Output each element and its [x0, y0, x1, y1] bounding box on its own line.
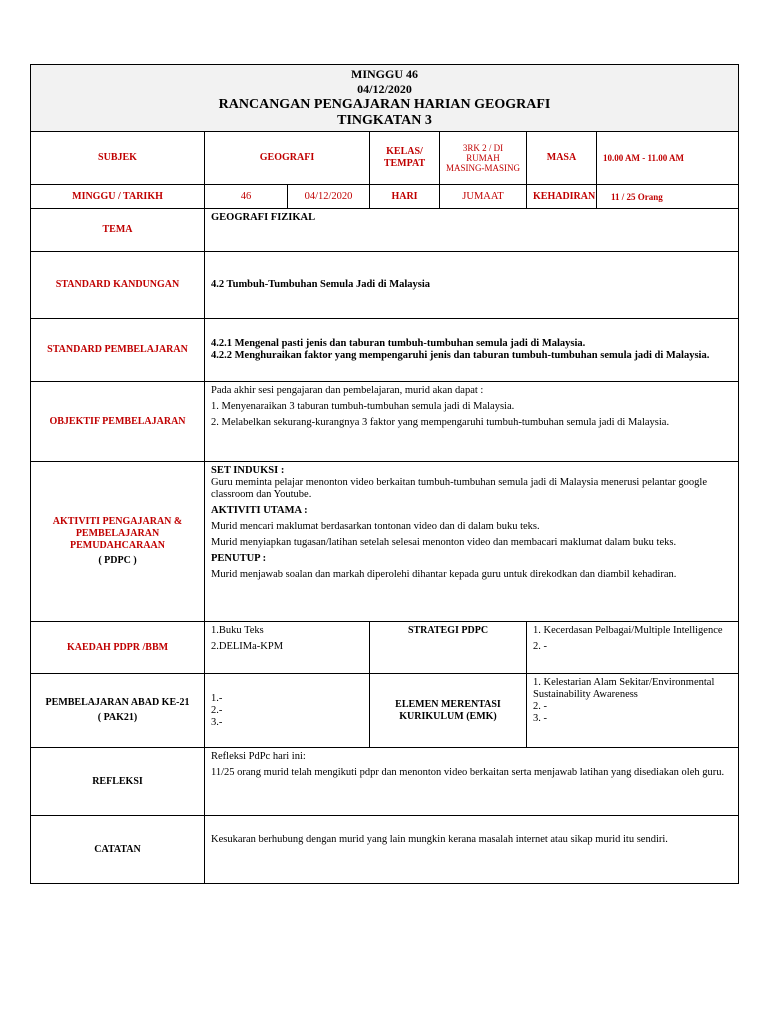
aktiviti-utama-text: Murid menyiapkan tugasan/latihan setelah selesai menonton video dan membacari maklumat dalam buku teks. — [211, 537, 677, 548]
strategi-item: 1. Kecerdasan Pelbagai/Multiple Intelligence — [533, 625, 723, 636]
tarikh-value: 04/12/2020 — [288, 185, 370, 209]
aktiviti-utama-text: Murid mencari maklumat berdasarkan tontonan video dan di dalam buku teks. — [211, 521, 540, 532]
kehadiran-value: 11 / 25 Orang — [597, 185, 739, 209]
objektif-label: OBJEKTIF PEMBELAJARAN — [31, 382, 205, 462]
kelas-label: KELAS/ TEMPAT — [370, 132, 440, 185]
standard-pembelajaran-item: 4.2.2 Menghuraikan faktor yang mempengaruhi jenis dan taburan tumbuh-tumbuhan semula jadi di Malaysia. — [211, 350, 710, 361]
refleksi-label: REFLEKSI — [31, 748, 205, 816]
set-induksi-heading: SET INDUKSI : — [211, 465, 285, 476]
minggu-value: 46 — [205, 185, 288, 209]
kaedah-item: 2.DELIMa-KPM — [211, 641, 284, 652]
abad21-item: 2.- — [211, 704, 223, 716]
kaedah-label: KAEDAH PDPR /BBM — [31, 622, 205, 674]
penutup-text: Murid menjawab soalan dan markah diperolehi dihantar kepada guru untuk direkodkan dan diambil kehadiran. — [211, 569, 677, 580]
kaedah-item: 1.Buku Teks — [211, 625, 264, 636]
masa-value: 10.00 AM - 11.00 AM — [597, 132, 739, 185]
emk-content — [527, 674, 739, 748]
refleksi-intro: Refleksi PdPc hari ini: — [211, 751, 306, 762]
strategi-content — [527, 622, 739, 674]
kaedah-content — [205, 622, 370, 674]
emk-item: 3. - — [533, 713, 547, 724]
aktiviti-content — [205, 462, 739, 622]
hari-value: JUMAAT — [440, 185, 527, 209]
objektif-content — [205, 382, 739, 462]
tema-value: GEOGRAFI FIZIKAL — [205, 209, 739, 252]
standard-pembelajaran-item: 4.2.1 Mengenal pasti jenis dan taburan tumbuh-tumbuhan semula jadi di Malaysia. — [211, 338, 586, 349]
emk-label: ELEMEN MERENTASI KURIKULUM (EMK) — [370, 674, 527, 748]
header-week: MINGGU 46 — [351, 67, 418, 81]
catatan-value: Kesukaran berhubung dengan murid yang lain mungkin kerana masalah internet atau sikap murid itu sendiri. — [205, 816, 739, 884]
aktiviti-label — [31, 462, 205, 622]
subjek-value: GEOGRAFI — [205, 132, 370, 185]
lesson-plan-table — [30, 64, 739, 884]
penutup-heading: PENUTUP : — [211, 553, 267, 564]
hari-label: HARI — [370, 185, 440, 209]
masa-label: MASA — [527, 132, 597, 185]
subjek-label: SUBJEK — [31, 132, 205, 185]
tema-label: TEMA — [31, 209, 205, 252]
standard-kandungan-label: STANDARD KANDUNGAN — [31, 252, 205, 319]
refleksi-content — [205, 748, 739, 816]
objektif-item: 2. Melabelkan sekurang-kurangnya 3 faktor yang mempengaruhi tumbuh-tumbuhan semula jadi di Malaysia. — [211, 417, 670, 428]
header-form: TINGKATAN 3 — [337, 113, 432, 128]
objektif-intro: Pada akhir sesi pengajaran dan pembelajaran, murid akan dapat : — [211, 385, 484, 396]
emk-item: 1. Kelestarian Alam Sekitar/Environmental Sustainability Awareness — [533, 677, 715, 700]
header-title: RANCANGAN PENGAJARAN HARIAN GEOGRAFI — [218, 97, 551, 112]
objektif-item: 1. Menyenaraikan 3 taburan tumbuh-tumbuhan semula jadi di Malaysia. — [211, 401, 515, 412]
aktiviti-utama-heading: AKTIVITI UTAMA : — [211, 505, 308, 516]
abad21-content — [205, 674, 370, 748]
abad21-label — [31, 674, 205, 748]
abad21-label-sub: ( PAK21) — [97, 712, 138, 723]
abad21-label-main: PEMBELAJARAN ABAD KE-21 — [45, 697, 190, 708]
strategi-item: 2. - — [533, 641, 547, 652]
kehadiran-label: KEHADIRAN — [527, 185, 597, 209]
set-induksi-text: Guru meminta pelajar menonton video berkaitan tumbuh-tumbuhan semula jadi di Malaysia menerusi pelantar google classroom dan Youtube. — [211, 477, 707, 500]
standard-kandungan-value: 4.2 Tumbuh-Tumbuhan Semula Jadi di Malaysia — [205, 252, 739, 319]
catatan-label: CATATAN — [31, 816, 205, 884]
refleksi-text: 11/25 orang murid telah mengikuti pdpr dan menonton video berkaitan serta menjawab latihan yang disediakan oleh guru. — [211, 767, 725, 778]
standard-pembelajaran-label: STANDARD PEMBELAJARAN — [31, 319, 205, 382]
emk-item: 2. - — [533, 701, 547, 712]
document-header — [31, 65, 739, 132]
abad21-item: 3.- — [211, 716, 223, 728]
standard-pembelajaran-content — [205, 319, 739, 382]
kelas-value: 3RK 2 / DI RUMAH MASING-MASING — [440, 132, 527, 185]
aktiviti-label-pdpc: ( PDPC ) — [98, 555, 137, 566]
header-date: 04/12/2020 — [357, 82, 412, 96]
aktiviti-label-main: AKTIVITI PENGAJARAN & PEMBELAJARAN PEMUDAHCARAAN — [52, 516, 183, 551]
lesson-plan-document — [30, 64, 738, 884]
strategi-label: STRATEGI PDPC — [370, 622, 527, 674]
minggu-label: MINGGU / TARIKH — [31, 185, 205, 209]
abad21-item: 1.- — [211, 692, 223, 704]
